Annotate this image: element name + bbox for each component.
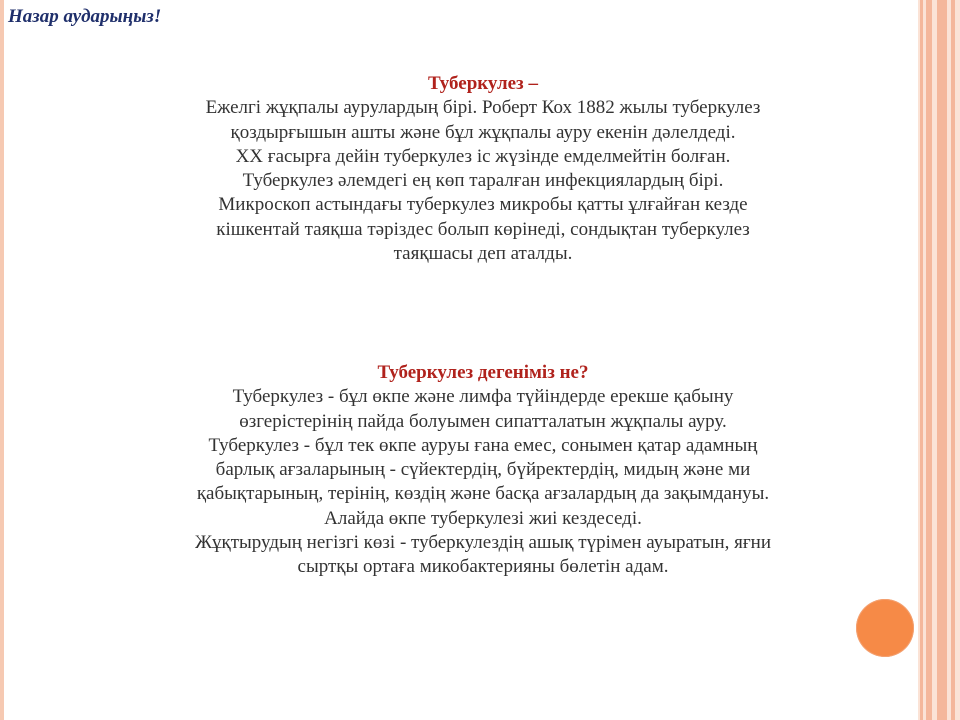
- text-line: XX ғасырға дейін туберкулез іс жүзінде емделмейтін болған.: [235, 145, 731, 167]
- stripe: [951, 0, 955, 720]
- text-line: сыртқы ортаға микобактерияны бөлетін адам.: [297, 556, 669, 578]
- stripe: [926, 0, 932, 720]
- stripe: [937, 0, 947, 720]
- text-block-what-is: [100, 361, 866, 580]
- text-line: Ежелгі жұқпалы аурулардың бірі. Роберт Кох 1882 жылы туберкулез: [205, 97, 761, 119]
- text-line: барлық ағзаларының - сүйектердің, бүйректердің, мидың және ми: [215, 459, 751, 481]
- slide-title: Назар аударыңыз!: [8, 6, 162, 27]
- decorative-circle: [856, 599, 914, 657]
- stripe: [920, 0, 923, 720]
- text-line: Туберкулез - бұл тек өкпе ауруы ғана емес, сонымен қатар адамның: [208, 434, 758, 456]
- section-heading: Туберкулез дегеніміз не?: [377, 362, 589, 383]
- decorative-stripes: [918, 0, 960, 720]
- text-line: кішкентай таяқша тәріздес болып көрінеді, сондықтан туберкулез: [216, 218, 750, 240]
- text-line: таяқшасы деп аталды.: [393, 243, 573, 265]
- left-border-line: [0, 0, 4, 720]
- section-heading: Туберкулез –: [428, 73, 538, 94]
- text-line: Микроскоп астындағы туберкулез микробы қатты ұлғайған кезде: [218, 194, 748, 216]
- text-line: Туберкулез әлемдегі ең көп таралған инфекциялардың бірі.: [242, 170, 724, 192]
- text-line: қабықтарының, терінің, көздің және басқа ағзалардың да зақымдануы.: [196, 483, 770, 505]
- text-line: өзгерістерінің пайда болуымен сипатталатын жұқпалы ауру.: [239, 410, 727, 432]
- text-line: қоздырғышын ашты және бұл жұқпалы ауру екенін дәлелдеді.: [230, 121, 736, 143]
- text-block-definition: [100, 72, 866, 266]
- text-line: Туберкулез - бұл өкпе және лимфа түйіндерде ерекше қабыну: [232, 386, 734, 408]
- text-line: Алайда өкпе туберкулезі жиі кездеседі.: [324, 507, 642, 529]
- text-line: Жұқтырудың негізгі көзі - туберкулездің ашық түрімен ауыратын, яғни: [194, 532, 772, 554]
